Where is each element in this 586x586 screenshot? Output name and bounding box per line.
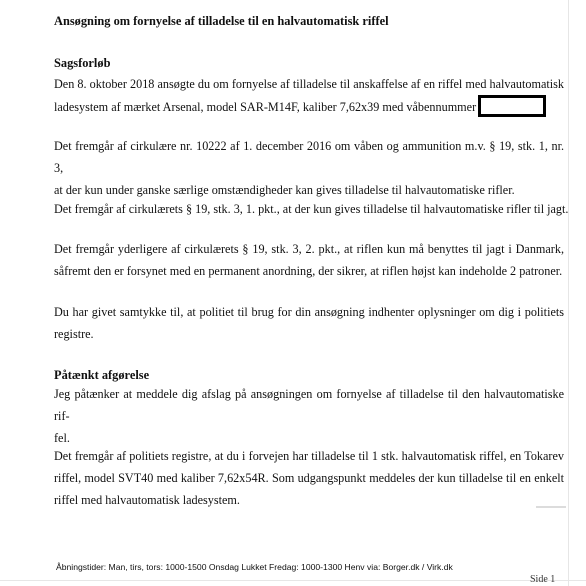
paragraph-consent: [54, 301, 564, 345]
paragraph-line: såfremt den er forsynet med en permanent anordning, der sikrer, at riflen højst kan indeholde 2 patroner.: [54, 264, 563, 278]
paragraph-line-with-redaction: [54, 95, 564, 118]
footer-opening-hours: Åbningstider: Man, tirs, tors: 1000-1500 Onsdag Lukket Fredag: 1000-1300 Henv via: Borger.dk / Virk.dk: [56, 562, 453, 572]
paragraph-line: fel.: [54, 431, 70, 445]
paragraph-line: Jeg påtænker at meddele dig afslag på ansøgningen om fornyelse af tilladelse til den halvautomatiske rif-: [54, 387, 564, 423]
paragraph-line: at der kun under ganske særlige omstændigheder kan gives tilladelse til halvautomatiske rifler.: [54, 183, 515, 197]
paragraph-line: Det fremgår yderligere af cirkulærets § 19, stk. 3, 2. pkt., at riflen kun må benyttes til jagt i Danmark,: [54, 242, 564, 256]
paragraph-circular-3: [54, 238, 564, 282]
section-heading-sagsforlob: Sagsforløb: [54, 56, 111, 70]
paragraph-line-text: ladesystem af mærket Arsenal, model SAR-M14F, kaliber 7,62x39 med våbennummer: [54, 100, 477, 114]
paragraph-registry: [54, 445, 564, 511]
paragraph-line: Den 8. oktober 2018 ansøgte du om fornyelse af tilladelse til anskaffelse af en riffel med halvautomatisk: [54, 77, 564, 91]
paragraph-line: Det fremgår af cirkulære nr. 10222 af 1. december 2016 om våben og ammunition m.v. § 19, stk. 1, nr. 3,: [54, 139, 564, 175]
document-title: Ansøgning om fornyelse af tilladelse til en halvautomatisk riffel: [54, 14, 389, 28]
page-edge-bottom: [0, 580, 586, 581]
paragraph-line: registre.: [54, 327, 94, 341]
paragraph-decision: [54, 383, 564, 449]
paragraph-line: Du har givet samtykke til, at politiet til brug for din ansøgning indhenter oplysninger om dig i politiets: [54, 305, 564, 319]
page-edge-right: [568, 0, 569, 586]
paragraph-line: Det fremgår af cirkulærets § 19, stk. 3, 1. pkt., at der kun gives tilladelse til halvautomatiske rifler til jagt.: [54, 202, 569, 216]
page-number: Side 1: [530, 574, 556, 585]
paragraph-circular-2: [54, 198, 569, 220]
section-heading-afgorelse: Påtænkt afgørelse: [54, 368, 150, 382]
paragraph-line: riffel med halvautomatisk ladesystem.: [54, 493, 240, 507]
paragraph-line: riffel, model SVT40 med kaliber 7,62x54R. Som udgangspunkt meddeles der kun tilladelse til en enkelt: [54, 471, 564, 485]
redaction-box: [478, 95, 546, 117]
paragraph-line: Det fremgår af politiets registre, at du i forvejen har tilladelse til 1 stk. halvautomatisk riffel, en Tokarev: [54, 449, 564, 463]
paragraph-circular-1: [54, 135, 564, 201]
scan-mark: [536, 506, 566, 508]
paragraph-application: [54, 73, 564, 118]
